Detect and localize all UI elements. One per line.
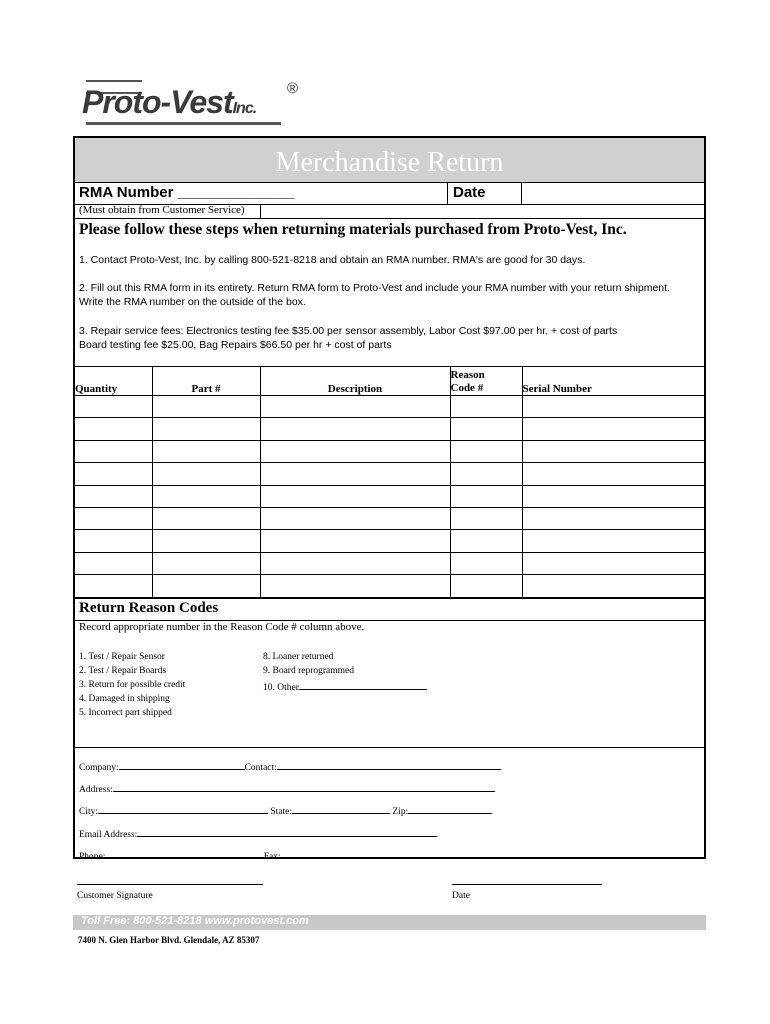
address-line xyxy=(79,782,495,795)
table-cell[interactable] xyxy=(260,440,450,462)
table-cell[interactable] xyxy=(450,418,522,440)
signature-date-line[interactable] xyxy=(452,884,602,885)
table-cell[interactable] xyxy=(75,575,152,597)
divider xyxy=(447,182,448,204)
col-reason-code xyxy=(450,367,522,396)
divider xyxy=(521,182,522,204)
table-cell[interactable] xyxy=(75,418,152,440)
table-cell[interactable] xyxy=(152,575,260,597)
company-label: Company: xyxy=(79,763,119,773)
phone-field[interactable] xyxy=(105,849,261,859)
company-line xyxy=(79,760,501,773)
table-cell[interactable] xyxy=(260,552,450,574)
col-serial: Serial Number xyxy=(522,367,704,396)
zip-field[interactable] xyxy=(408,804,492,814)
table-row xyxy=(75,530,704,552)
table-cell[interactable] xyxy=(260,575,450,597)
reason-codes-instruction: Record appropriate number in the Reason Code # column above. xyxy=(79,621,365,633)
table-cell[interactable] xyxy=(260,530,450,552)
step-3: 3. Repair service fees: Electronics testing fee $35.00 per sensor assembly, Labor Cost $97.00 per hr. + cost of parts xyxy=(79,325,618,337)
table-cell[interactable] xyxy=(75,440,152,462)
logo-suffix: Inc. xyxy=(232,100,257,117)
table-header-row xyxy=(75,367,704,396)
contact-label: Contact: xyxy=(244,763,277,773)
step-3-continued: Board testing fee $25.00, Bag Repairs $66.50 per hr + cost of parts xyxy=(79,339,392,351)
table-cell[interactable] xyxy=(152,507,260,529)
table-cell[interactable] xyxy=(522,396,704,418)
table-cell[interactable] xyxy=(450,440,522,462)
signature-date-label: Date xyxy=(452,891,470,901)
table-cell[interactable] xyxy=(522,463,704,485)
state-field[interactable] xyxy=(292,804,390,814)
table-cell[interactable] xyxy=(522,575,704,597)
table-cell[interactable] xyxy=(75,485,152,507)
company-address: 7400 N. Glen Harbor Blvd. Glendale, AZ 85307 xyxy=(78,935,260,945)
reason-code-4: 4. Damaged in shipping xyxy=(79,694,170,704)
table-cell[interactable] xyxy=(152,396,260,418)
reason-code-10-label: 10. Other xyxy=(263,683,299,693)
items-table xyxy=(75,367,704,598)
table-cell[interactable] xyxy=(450,507,522,529)
must-obtain-note: (Must obtain from Customer Service) xyxy=(79,204,245,216)
city-field[interactable] xyxy=(98,804,268,814)
registered-mark: ® xyxy=(287,80,299,97)
divider xyxy=(260,204,261,218)
table-cell[interactable] xyxy=(152,463,260,485)
rma-number-label[interactable]: RMA Number ______________ xyxy=(79,184,295,201)
table-cell[interactable] xyxy=(522,418,704,440)
table-cell[interactable] xyxy=(75,507,152,529)
address-label: Address: xyxy=(79,785,113,795)
table-row xyxy=(75,485,704,507)
email-label: Email Address: xyxy=(79,830,138,840)
reason-code-3: 3. Return for possible credit xyxy=(79,680,186,690)
table-row xyxy=(75,507,704,529)
reason-codes-heading: Return Reason Codes xyxy=(79,600,219,616)
title-bar xyxy=(75,138,704,183)
phone-label: Phone: xyxy=(79,852,106,862)
table-row xyxy=(75,552,704,574)
table-row xyxy=(75,418,704,440)
table-cell[interactable] xyxy=(75,530,152,552)
step-2: 2. Fill out this RMA form in its entirety. Return RMA form to Proto-Vest and include your RMA number with your return shipment. Write the RMA number on the outside of the box. xyxy=(79,282,670,308)
reason-code-1: 1. Test / Repair Sensor xyxy=(79,652,165,662)
table-cell[interactable] xyxy=(450,463,522,485)
reason-code-5: 5. Incorrect part shipped xyxy=(79,708,172,718)
state-label: State: xyxy=(270,807,293,817)
city-line xyxy=(79,804,492,817)
table-cell[interactable] xyxy=(522,552,704,574)
table-row xyxy=(75,575,704,597)
table-cell[interactable] xyxy=(260,463,450,485)
company-field[interactable] xyxy=(119,760,245,770)
contact-field[interactable] xyxy=(277,760,501,770)
return-form xyxy=(73,136,706,862)
table-row xyxy=(75,396,704,418)
table-cell[interactable] xyxy=(152,485,260,507)
table-cell[interactable] xyxy=(450,575,522,597)
email-field[interactable] xyxy=(137,827,437,837)
phone-line xyxy=(79,849,433,862)
reason-codes-header xyxy=(75,598,704,621)
email-line xyxy=(79,827,437,840)
table-cell[interactable] xyxy=(75,396,152,418)
customer-signature-line[interactable] xyxy=(77,884,263,885)
address-field[interactable] xyxy=(113,782,495,792)
table-cell[interactable] xyxy=(522,485,704,507)
table-cell[interactable] xyxy=(260,507,450,529)
table-cell[interactable] xyxy=(75,463,152,485)
reason-code-10 xyxy=(263,680,427,693)
divider xyxy=(75,747,704,748)
fax-field[interactable] xyxy=(281,849,433,859)
table-cell[interactable] xyxy=(522,530,704,552)
table-cell[interactable] xyxy=(450,396,522,418)
reason-code-9: 9. Board reprogrammed xyxy=(263,666,355,676)
table-cell[interactable] xyxy=(260,485,450,507)
table-cell[interactable] xyxy=(152,418,260,440)
customer-signature-label: Customer Signature xyxy=(77,891,153,901)
table-cell[interactable] xyxy=(260,418,450,440)
steps-section xyxy=(75,219,704,367)
must-row xyxy=(75,204,704,219)
logo-text xyxy=(82,84,256,121)
steps-heading: Please follow these steps when returning materials purchased from Proto-Vest, Inc. xyxy=(79,221,627,238)
table-cell[interactable] xyxy=(450,552,522,574)
table-cell[interactable] xyxy=(450,485,522,507)
table-row xyxy=(75,463,704,485)
date-label: Date xyxy=(453,184,486,201)
logo-underline xyxy=(86,122,281,125)
table-cell[interactable] xyxy=(152,530,260,552)
col-part: Part # xyxy=(152,367,260,396)
toll-free-banner xyxy=(73,915,706,930)
table-cell[interactable] xyxy=(75,552,152,574)
table-cell[interactable] xyxy=(152,552,260,574)
reason-code-8: 8. Loaner returned xyxy=(263,652,334,662)
col-description: Description xyxy=(260,367,450,396)
reason-code-2: 2. Test / Repair Boards xyxy=(79,666,167,676)
step-1: 1. Contact Proto-Vest, Inc. by calling 800-521-8218 and obtain an RMA number. RMA's are good for 30 days. xyxy=(79,254,586,266)
zip-label: Zip: xyxy=(392,807,409,817)
col-quantity: Quantity xyxy=(75,367,152,396)
rma-row xyxy=(75,182,704,205)
col-reason-label: Reason xyxy=(450,369,485,381)
table-cell[interactable] xyxy=(260,396,450,418)
table-cell[interactable] xyxy=(152,440,260,462)
company-logo xyxy=(80,76,310,132)
form-title: Merchandise Return xyxy=(275,147,504,178)
table-row xyxy=(75,440,704,462)
fax-label: Fax: xyxy=(263,852,281,862)
table-cell[interactable] xyxy=(522,440,704,462)
logo-name: Proto-Vest xyxy=(82,84,233,120)
col-code-label: Code # xyxy=(450,382,484,394)
toll-free-text: Toll Free: 800-521-8218 www.protovest.com xyxy=(81,915,309,927)
table-cell[interactable] xyxy=(522,507,704,529)
table-cell[interactable] xyxy=(450,530,522,552)
other-blank[interactable] xyxy=(299,680,427,690)
city-label: City: xyxy=(79,807,99,817)
